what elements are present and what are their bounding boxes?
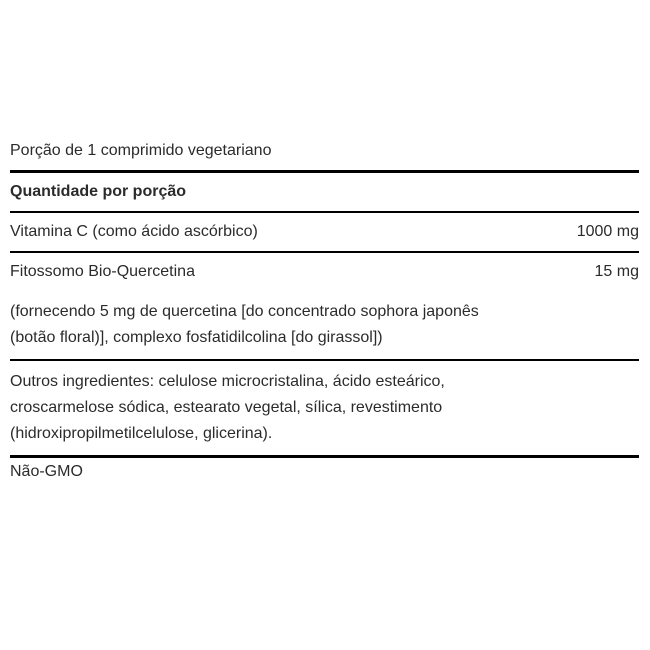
serving-size: Porção de 1 comprimido vegetariano bbox=[10, 138, 639, 173]
non-gmo-label: Não-GMO bbox=[10, 463, 83, 480]
supplement-facts-panel bbox=[10, 138, 639, 485]
ingredient-amount: 1000 mg bbox=[576, 223, 639, 240]
table-row bbox=[10, 213, 639, 253]
amount-per-serving-header: Quantidade por porção bbox=[10, 173, 639, 213]
ingredient-name: Fitossomo Bio-Quercetina bbox=[10, 263, 195, 280]
ingredient-amount: 15 mg bbox=[594, 263, 639, 280]
other-ingredients bbox=[10, 361, 639, 458]
ingredient-note-text: (fornecendo 5 mg de quercetina [do concentrado sophora japonês (botão floral)], complexo fosfatidilcolina [do girassol]) bbox=[10, 303, 479, 346]
ingredient-note bbox=[10, 291, 639, 361]
table-row bbox=[10, 253, 639, 291]
other-ingredients-text: Outros ingredientes: celulose microcristalina, ácido esteárico, croscarmelose sódica, estearato vegetal, sílica, revestimento (hidroxipropilmetilcelulose, glicerina). bbox=[10, 373, 445, 442]
ingredient-name: Vitamina C (como ácido ascórbico) bbox=[10, 223, 258, 240]
